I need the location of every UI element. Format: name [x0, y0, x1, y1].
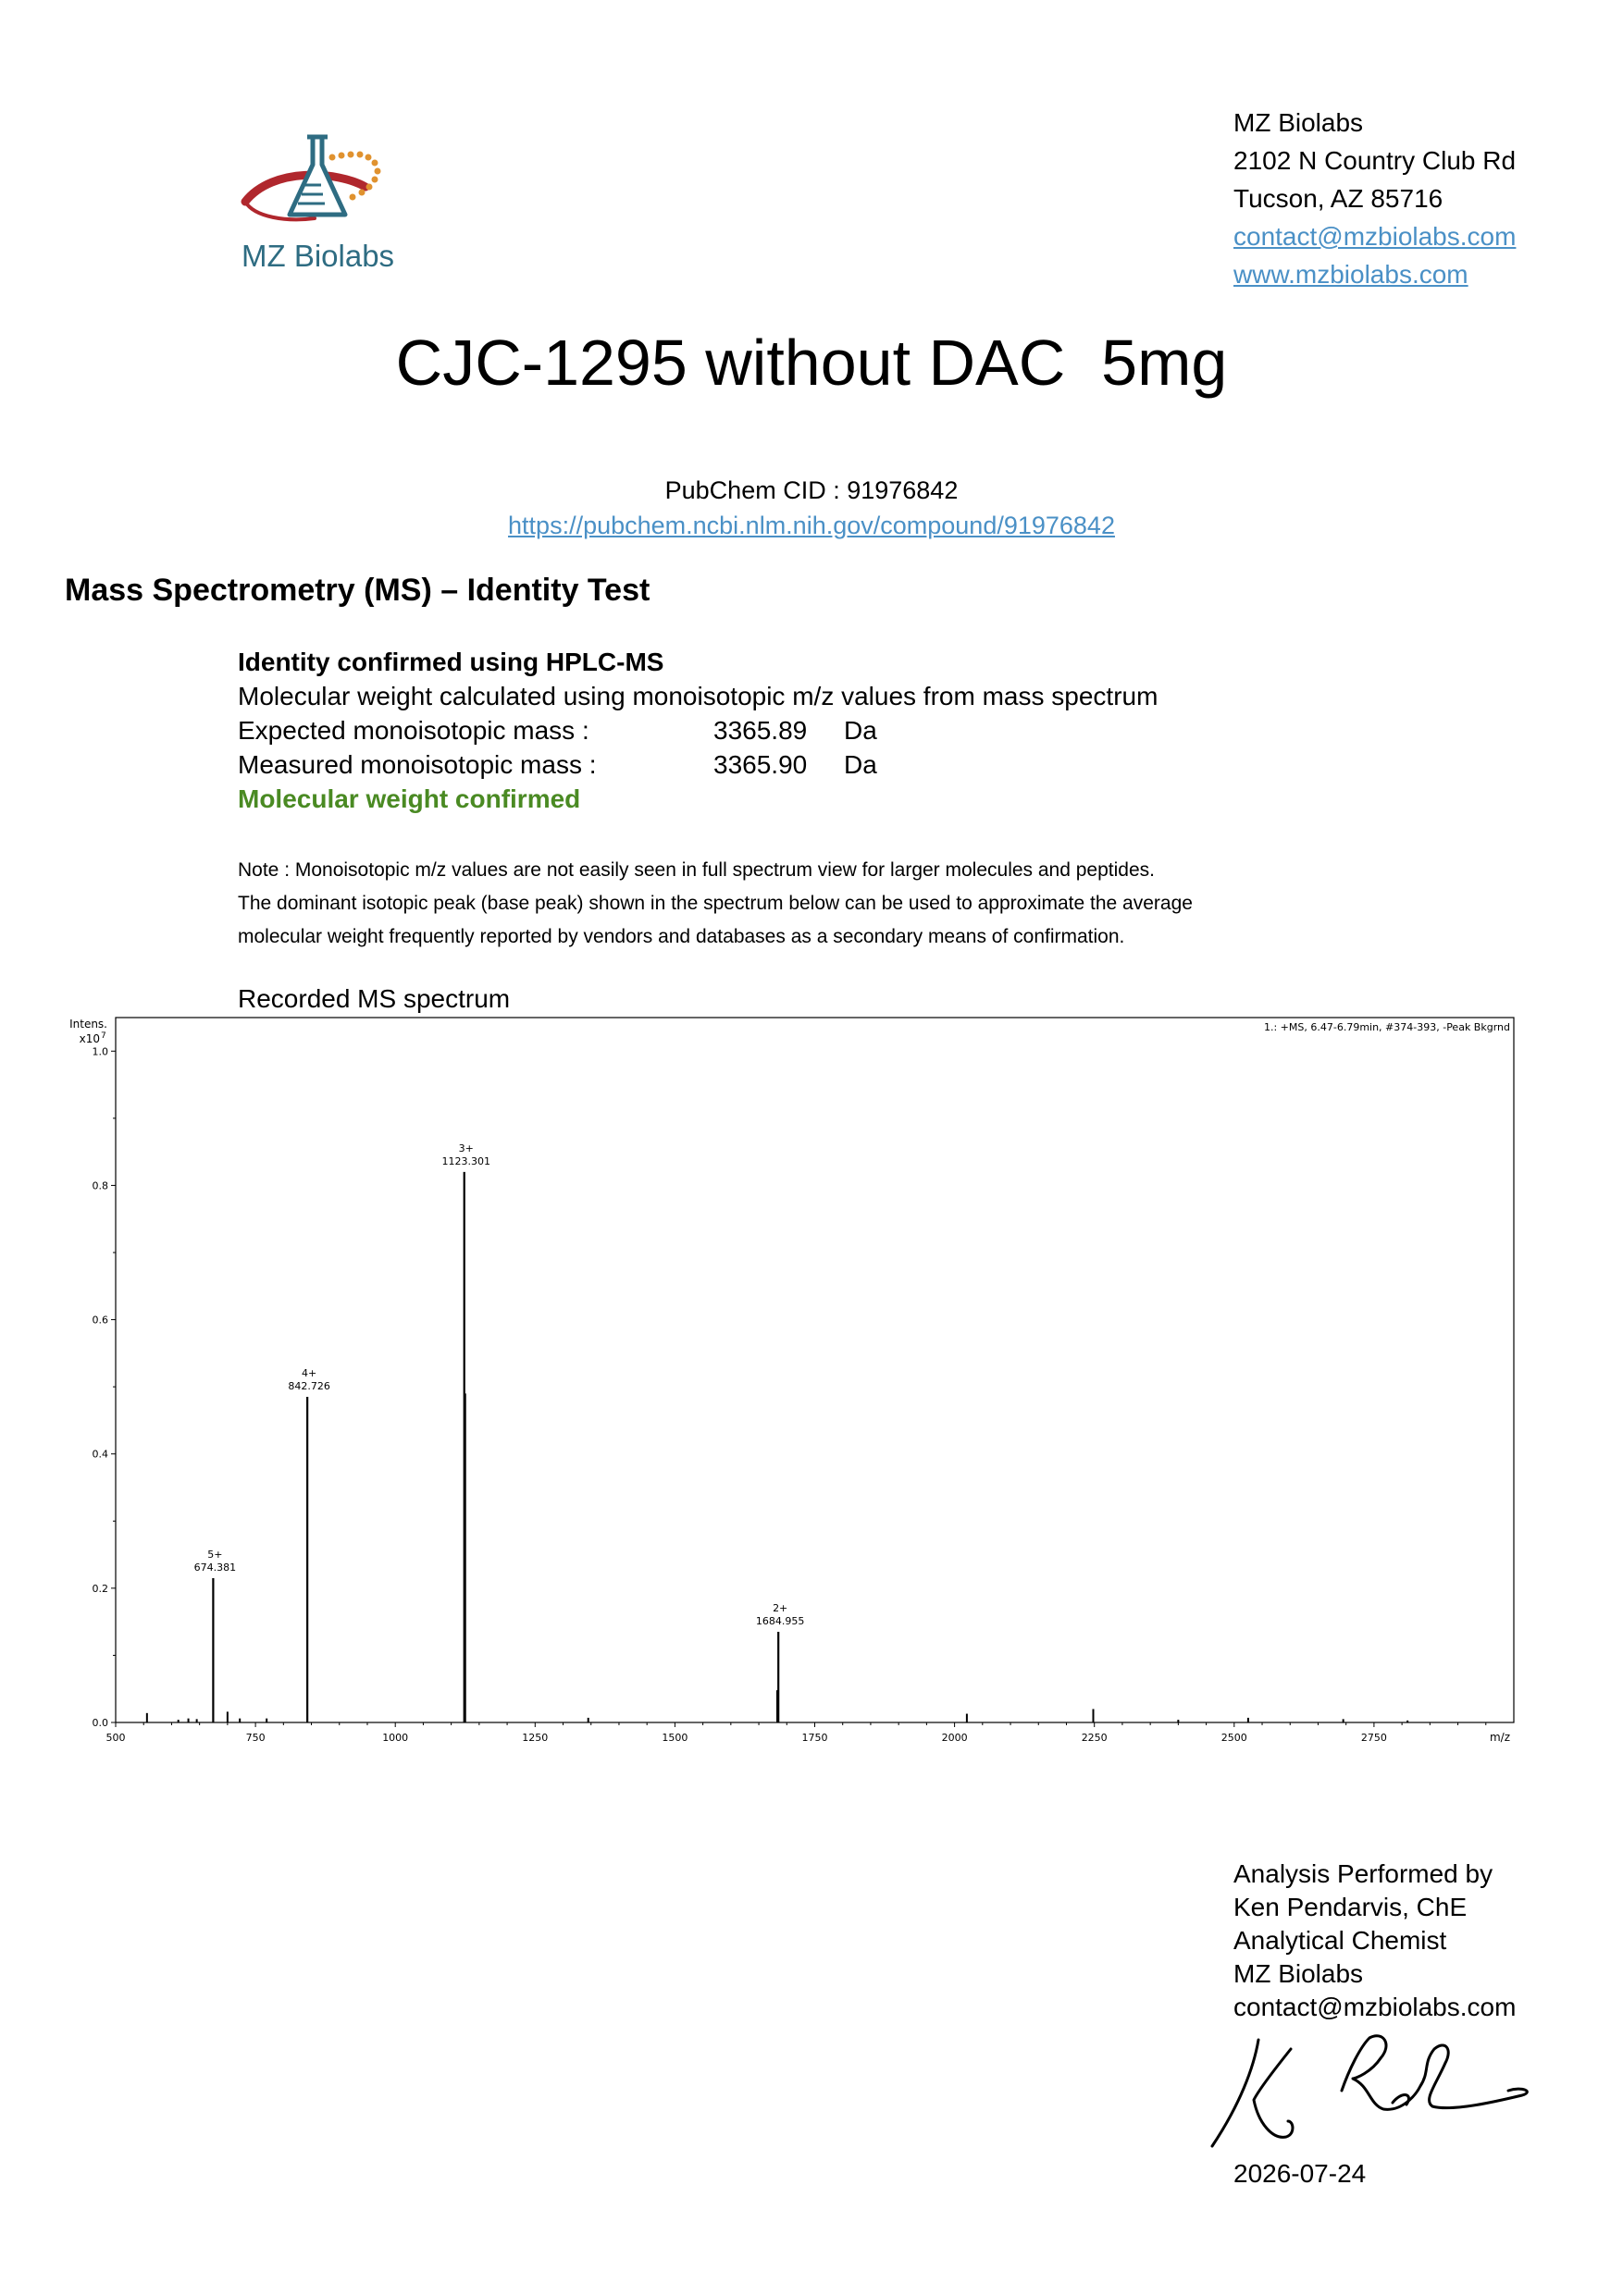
- peak-mz-label: 842.726: [288, 1380, 330, 1393]
- y-tick-label: 0.4: [92, 1448, 108, 1461]
- peak-mz-label: 1684.955: [755, 1615, 805, 1628]
- measured-mass-label: Measured monoisotopic mass :: [238, 750, 597, 779]
- logo-text: MZ Biolabs: [242, 239, 395, 273]
- peak-mz-label: 674.381: [193, 1561, 237, 1574]
- pubchem-block: [0, 473, 1623, 543]
- y-scale-exponent: 7: [101, 1031, 106, 1041]
- address-city: Tucson, AZ 85716: [1233, 184, 1443, 213]
- x-tick-label: 2000: [941, 1732, 968, 1744]
- x-tick-label: 1000: [382, 1732, 409, 1744]
- section-title: Mass Spectrometry (MS) – Identity Test: [65, 573, 650, 608]
- expected-mass-row: [238, 713, 1158, 747]
- x-tick-label: 1750: [801, 1732, 828, 1744]
- email-link[interactable]: contact@mzbiolabs.com: [1233, 222, 1517, 251]
- measured-mass-value: 3365.90: [713, 750, 808, 779]
- address-street: 2102 N Country Club Rd: [1233, 146, 1517, 175]
- note-line-2: The dominant isotopic peak (base peak) shown in the spectrum below can be used to approximate the average: [238, 893, 1193, 914]
- pubchem-cid: PubChem CID : 91976842: [664, 476, 959, 504]
- spectrum-header: 1.: +MS, 6.47-6.79min, #374-393, -Peak Bkgrnd: [1263, 1021, 1510, 1033]
- identity-heading: Identity confirmed using HPLC-MS: [238, 648, 664, 676]
- analyst-role: Analytical Chemist: [1233, 1926, 1447, 1955]
- y-tick-label: 0.6: [92, 1314, 108, 1327]
- y-axis-label: Intens.: [69, 1018, 107, 1031]
- measured-mass-row: [238, 747, 1158, 782]
- y-tick-label: 0.0: [92, 1717, 108, 1729]
- plot-frame: [116, 1018, 1514, 1722]
- spectrum-label: Recorded MS spectrum: [238, 984, 511, 1013]
- signature-date: 2026-07-24: [1233, 2159, 1367, 2188]
- peak-charge-label: 5+: [207, 1548, 223, 1561]
- analyst-name: Ken Pendarvis, ChE: [1233, 1893, 1468, 1921]
- company-address: [1233, 104, 1516, 293]
- analysis-line1: Analysis Performed by: [1233, 1859, 1493, 1888]
- expected-mass-unit: Da: [844, 716, 877, 745]
- analyst-email: contact@mzbiolabs.com: [1233, 1993, 1517, 2021]
- x-tick-label: 500: [105, 1732, 126, 1744]
- pubchem-link[interactable]: https://pubchem.ncbi.nlm.nih.gov/compound/91976842: [508, 512, 1115, 539]
- note-line-1: Note : Monoisotopic m/z values are not easily seen in full spectrum view for larger molecules and peptides.: [238, 859, 1155, 881]
- y-tick-label: 0.2: [92, 1582, 108, 1595]
- expected-mass-value: 3365.89: [713, 716, 808, 745]
- note-line-3: molecular weight frequently reported by vendors and databases as a secondary means of confirmation.: [238, 926, 1125, 947]
- signature-image: [1203, 2021, 1573, 2160]
- x-axis-label: m/z: [1489, 1731, 1510, 1744]
- website-link[interactable]: www.mzbiolabs.com: [1233, 260, 1468, 289]
- expected-mass-label: Expected monoisotopic mass :: [238, 716, 589, 745]
- ms-spectrum-chart: [56, 1013, 1536, 1758]
- identity-block: [238, 645, 1158, 816]
- identity-method: Molecular weight calculated using monoisotopic m/z values from mass spectrum: [238, 682, 1158, 710]
- y-tick-label: 0.8: [92, 1179, 108, 1192]
- peak-charge-label: 4+: [302, 1367, 317, 1380]
- result-text: Molecular weight confirmed: [238, 784, 581, 813]
- x-tick-label: 1250: [522, 1732, 549, 1744]
- analysis-block: [1233, 1858, 1516, 2024]
- address-company: MZ Biolabs: [1233, 108, 1364, 137]
- peak-charge-label: 3+: [458, 1142, 474, 1154]
- y-scale-label: x10: [79, 1032, 100, 1045]
- x-tick-label: 2500: [1220, 1732, 1247, 1744]
- measured-mass-unit: Da: [844, 750, 877, 779]
- x-tick-label: 750: [245, 1732, 266, 1744]
- note-block: [238, 854, 1193, 954]
- x-tick-label: 2250: [1081, 1732, 1108, 1744]
- peak-mz-label: 1123.301: [441, 1154, 490, 1167]
- peak-charge-label: 2+: [773, 1602, 788, 1615]
- x-tick-label: 2750: [1360, 1732, 1387, 1744]
- page-title: CJC-1295 without DAC 5mg: [395, 327, 1228, 399]
- analyst-company: MZ Biolabs: [1233, 1959, 1364, 1988]
- x-tick-label: 1500: [662, 1732, 688, 1744]
- y-tick-label: 1.0: [92, 1045, 108, 1058]
